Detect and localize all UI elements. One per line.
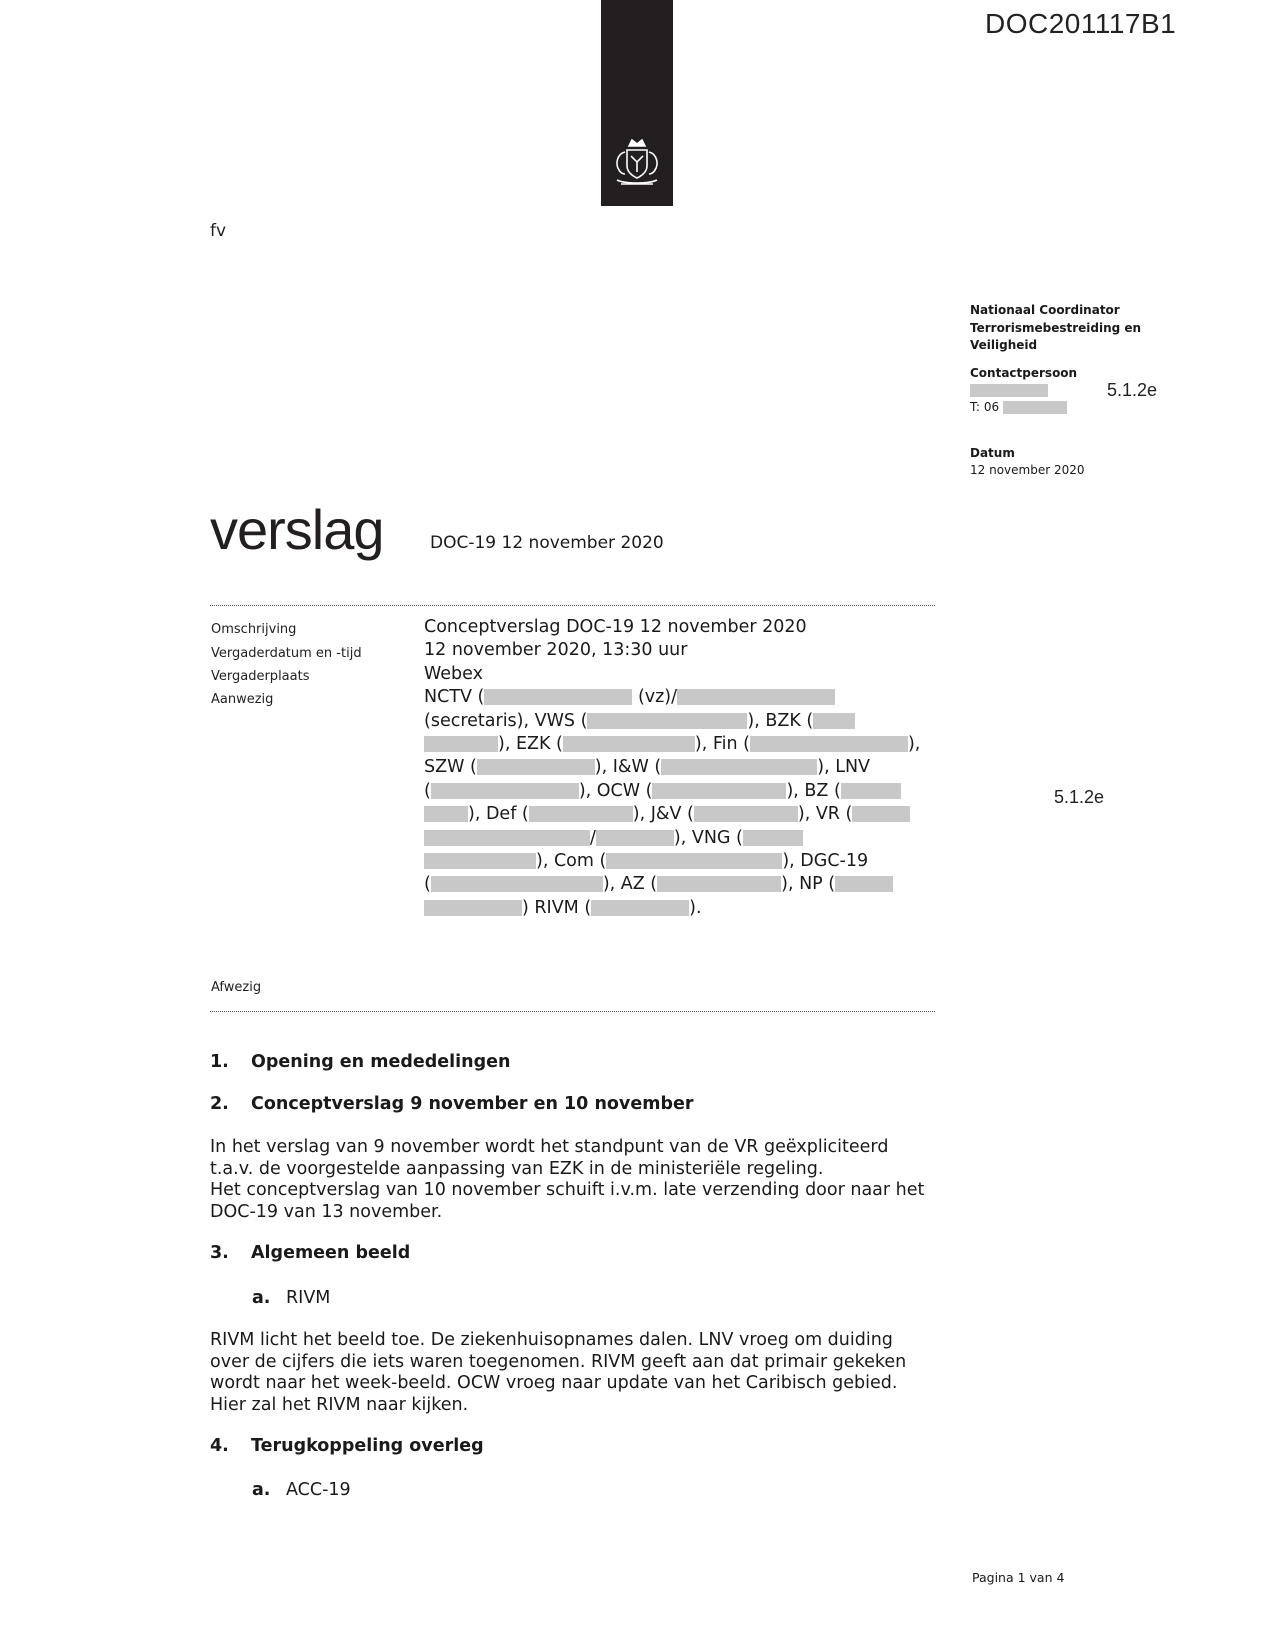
attendee-text: SZW ( — [424, 757, 477, 778]
attendee-text: ), OCW ( — [578, 780, 653, 801]
redacted-block — [591, 900, 689, 916]
redacted-block — [431, 876, 603, 892]
pagination: Pagina 1 van 4 — [972, 1570, 1065, 1585]
attendee-text: ), — [907, 734, 921, 755]
attendee-text: / — [590, 827, 596, 848]
redacted-block — [841, 783, 901, 799]
attendee-text: ) RIVM ( — [522, 897, 592, 918]
paragraph-section-2 — [210, 1137, 950, 1223]
section-heading-3 — [210, 1243, 410, 1263]
attendee-text: ), BZ ( — [786, 780, 841, 801]
attendee-text: ), VNG ( — [673, 827, 743, 848]
attendee-text: ), EZK ( — [498, 734, 563, 755]
meta-value-datum: 12 november 2020, 13:30 uur — [424, 640, 688, 661]
paragraph-section-3 — [210, 1330, 950, 1416]
section-heading-1 — [210, 1052, 510, 1072]
redacted-block — [587, 713, 747, 729]
section-title: Opening en mededelingen — [251, 1052, 511, 1072]
attendee-text: ), Def ( — [468, 804, 529, 825]
section-number: 2. — [210, 1094, 229, 1114]
redacted-block — [424, 830, 590, 846]
redacted-block — [743, 830, 803, 846]
section-heading-4 — [210, 1436, 484, 1456]
redacted-block — [424, 900, 522, 916]
attendee-text: ( — [424, 780, 431, 801]
subitem-letter: a. — [252, 1288, 271, 1308]
contact-name — [970, 382, 1200, 399]
page-title: verslag — [210, 498, 384, 561]
sender-sidebar — [970, 302, 1200, 480]
divider — [210, 1011, 935, 1012]
redacted-block — [606, 853, 782, 869]
contact-heading: Contactpersoon — [970, 365, 1078, 380]
redacted-block — [677, 689, 835, 705]
subitem-3a — [252, 1288, 330, 1308]
redaction-code: 5.1.2e — [1054, 787, 1105, 807]
redacted-block — [813, 713, 855, 729]
redacted-block — [970, 384, 1048, 397]
paragraph-line: t.a.v. de voorgestelde aanpassing van EZK in de ministeriële regeling. — [210, 1158, 824, 1179]
attendee-text: ), Fin ( — [694, 734, 750, 755]
meta-label-omschrijving: Omschrijving — [211, 622, 297, 637]
phone-prefix: T: 06 — [970, 400, 1000, 414]
attendee-text: ), BZK ( — [747, 710, 814, 731]
paragraph-line: Hier zal het RIVM naar kijken. — [210, 1394, 469, 1415]
meta-label-plaats: Vergaderplaats — [211, 669, 310, 684]
redacted-block — [484, 689, 632, 705]
redaction-code: 5.1.2e — [1107, 380, 1158, 400]
attendee-text: ), DGC-19 — [782, 851, 869, 872]
attendees-list — [424, 686, 944, 920]
redacted-block — [424, 736, 498, 752]
attendee-text: ), LNV — [817, 757, 871, 778]
attendee-text: ), AZ ( — [602, 874, 658, 895]
subitem-text: ACC-19 — [286, 1480, 351, 1500]
paragraph-line: wordt naar het week-beeld. OCW vroeg naar update van het Caribisch gebied. — [210, 1373, 898, 1393]
attendee-text: (secretaris), VWS ( — [424, 710, 588, 731]
paragraph-line: DOC-19 van 13 november. — [210, 1201, 443, 1222]
logo-initials: fv — [210, 221, 227, 241]
section-title: Conceptverslag 9 november en 10 november — [251, 1094, 694, 1114]
attendee-text: ( — [424, 874, 431, 895]
redacted-block — [1003, 401, 1067, 414]
date-value: 12 november 2020 — [970, 463, 1085, 477]
page-subtitle: DOC-19 12 november 2020 — [430, 533, 664, 553]
attendee-text: ), VR ( — [797, 804, 853, 825]
redacted-block — [657, 876, 781, 892]
government-logo-banner — [601, 0, 673, 206]
section-number: 1. — [210, 1052, 229, 1072]
subitem-4a — [252, 1480, 351, 1500]
coat-of-arms-icon — [609, 136, 665, 192]
divider — [210, 605, 935, 606]
section-heading-2 — [210, 1094, 693, 1114]
redacted-block — [661, 759, 817, 775]
section-title: Algemeen beeld — [251, 1243, 411, 1263]
subitem-text: RIVM — [286, 1288, 331, 1308]
meta-value-omschrijving: Conceptverslag DOC-19 12 november 2020 — [424, 617, 807, 637]
redacted-block — [477, 759, 595, 775]
section-number: 3. — [210, 1243, 229, 1263]
paragraph-line: over de cijfers die iets waren toegenomen. RIVM geeft aan dat primair gekeken — [210, 1351, 907, 1372]
redacted-block — [652, 783, 786, 799]
redacted-block — [563, 736, 695, 752]
redacted-block — [596, 830, 674, 846]
document-code: DOC201117B1 — [985, 8, 1177, 39]
redacted-block — [852, 806, 910, 822]
attendee-text: ). — [689, 897, 702, 918]
redacted-block — [750, 736, 908, 752]
redacted-block — [694, 806, 798, 822]
attendee-text: NCTV ( — [424, 687, 485, 708]
redacted-block — [529, 806, 633, 822]
subitem-letter: a. — [252, 1480, 271, 1500]
contact-phone — [970, 399, 1200, 417]
organization-name: Nationaal Coordinator Terrorismebestreiding en Veiligheid — [970, 303, 1142, 352]
redacted-block — [431, 783, 579, 799]
redacted-block — [424, 853, 536, 869]
date-heading: Datum — [970, 445, 1015, 460]
meta-label-afwezig: Afwezig — [211, 980, 262, 995]
attendee-text: ), I&W ( — [594, 757, 662, 778]
attendee-text: ), J&V ( — [632, 804, 694, 825]
paragraph-line: In het verslag van 9 november wordt het standpunt van de VR geëxpliciteerd — [210, 1137, 889, 1157]
meta-label-datum: Vergaderdatum en -tijd — [211, 646, 362, 661]
section-number: 4. — [210, 1436, 229, 1456]
meta-label-aanwezig: Aanwezig — [211, 692, 274, 707]
attendee-text: (vz)/ — [632, 687, 678, 708]
section-title: Terugkoppeling overleg — [251, 1436, 484, 1456]
redacted-block — [424, 806, 468, 822]
meta-values — [424, 616, 944, 920]
attendee-text: ), NP ( — [781, 874, 836, 895]
paragraph-line: RIVM licht het beeld toe. De ziekenhuisopnames dalen. LNV vroeg om duiding — [210, 1330, 893, 1350]
redacted-block — [835, 876, 893, 892]
paragraph-line: Het conceptverslag van 10 november schuift i.v.m. late verzending door naar het — [210, 1180, 925, 1200]
attendee-text: ), Com ( — [536, 851, 607, 872]
meta-value-plaats: Webex — [424, 663, 483, 684]
